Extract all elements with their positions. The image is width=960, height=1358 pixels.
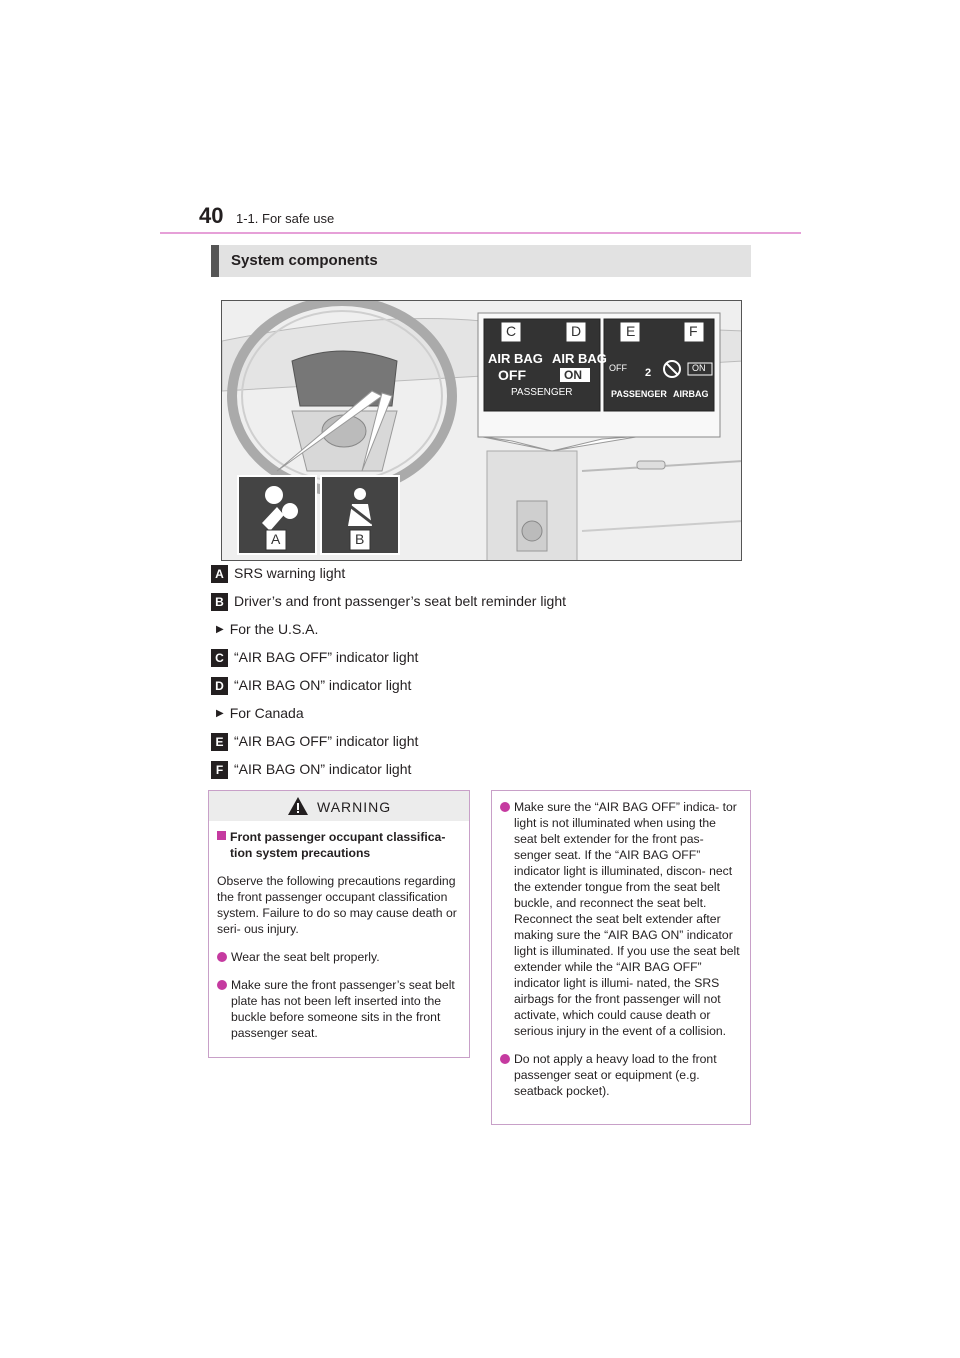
us-airbag-left-label: AIR BAG: [488, 351, 543, 366]
warning-box-continued: [491, 790, 751, 1125]
legend-badge-f: F: [211, 761, 228, 779]
page-number: 40: [199, 203, 224, 228]
callout-label-e: E: [626, 323, 636, 339]
header-rule: [160, 232, 801, 234]
legend-text-f: “AIR BAG ON” indicator light: [234, 761, 412, 777]
bullet-dot-icon: [217, 952, 227, 962]
section-title: 1-1. For safe use: [236, 211, 335, 226]
ca-airbag-label: AIRBAG: [673, 389, 709, 399]
warning-bullet-1: [217, 949, 461, 965]
warning-bullet-3: [500, 799, 742, 1039]
ca-passenger-label: PASSENGER: [611, 389, 667, 399]
legend-text-a: SRS warning light: [234, 565, 346, 581]
legend-region-canada-text: For Canada: [229, 705, 304, 721]
legend-item-c: [211, 647, 418, 667]
us-passenger-label: PASSENGER: [511, 387, 573, 398]
warning-label: WARNING: [317, 799, 392, 815]
callout-label-f: F: [689, 323, 698, 339]
legend-region-usa-text: For the U.S.A.: [229, 621, 319, 637]
legend-badge-e: E: [211, 733, 228, 751]
legend-item-e: [211, 731, 418, 751]
warning-bullet-2: [217, 977, 461, 1041]
warning-body: Observe the following precautions regarding the front passenger occupant classification system. Failure to do so may cause death or seri- ous injury.: [217, 874, 457, 936]
triangle-right-icon: ▶: [216, 624, 224, 636]
legend-item-d: [211, 675, 411, 695]
ca-off-label: OFF: [609, 363, 627, 373]
legend-badge-c: C: [211, 649, 228, 667]
square-bullet-icon: [217, 831, 226, 840]
legend-item-f: [211, 759, 411, 779]
legend-item-a: [211, 563, 345, 583]
us-on-label: ON: [564, 368, 582, 382]
warning-bullet-2-text: Make sure the front passenger’s seat belt plate has not been left inserted into the buckle before someone sits in the front passenger seat.: [231, 978, 455, 1040]
legend-text-c: “AIR BAG OFF” indicator light: [234, 649, 419, 665]
warning-subtitle-line2: tion system precautions: [230, 846, 371, 860]
bullet-dot-icon: [500, 1054, 510, 1064]
bullet-dot-icon: [217, 980, 227, 990]
legend-badge-b: B: [211, 593, 228, 611]
legend-item-b: [211, 591, 566, 611]
legend-badge-a: A: [211, 565, 228, 583]
warning-box: [208, 790, 470, 1058]
us-off-label: OFF: [498, 367, 526, 383]
triangle-right-icon: ▶: [216, 708, 224, 720]
warning-bullet-4-text: Do not apply a heavy load to the front passenger seat or equipment (e.g. seatback pocket).: [514, 1052, 717, 1098]
warning-subtitle: [217, 829, 461, 861]
ca-on-label: ON: [692, 363, 706, 373]
warning-bullet-3-text: Make sure the “AIR BAG OFF” indica- tor light is not illuminated when using the seat belt extender for the front pas- senger seat. If the “AIR BAG OFF” indicator light is illuminated, discon- nect the extender tongue from the seat belt buckle, and reconnect the seat belt. Reconnect the seat belt extender after making sure the “AIR BAG ON” indicator light is illuminated. If you use the seat belt extender while the “AIR BAG OFF” indicator light is illumi- nated, the SRS airbags for the front passenger will not activate, which could cause death or serious injury in the event of a collision.: [514, 800, 740, 1038]
legend-text-e: “AIR BAG OFF” indicator light: [234, 733, 419, 749]
legend-region-usa: [216, 619, 318, 639]
warning-bullet-4: [500, 1051, 742, 1099]
warning-triangle-icon: [287, 796, 309, 816]
callout-label-b: B: [355, 531, 365, 547]
legend-region-canada: [216, 703, 304, 723]
legend-text-d: “AIR BAG ON” indicator light: [234, 677, 412, 693]
bullet-dot-icon: [500, 802, 510, 812]
callout-label-d: D: [571, 323, 582, 339]
section-heading: System components: [231, 252, 378, 269]
section-heading-bar: [211, 245, 751, 277]
warning-header: [209, 791, 469, 821]
legend-text-b: Driver’s and front passenger’s seat belt reminder light: [234, 593, 567, 609]
warning-bullet-1-text: Wear the seat belt properly.: [231, 950, 380, 964]
warning-subtitle-line1: Front passenger occupant classifica-: [230, 830, 446, 844]
dashboard-illustration: [221, 300, 742, 561]
callout-label-c: C: [506, 323, 517, 339]
us-airbag-right-label: AIR BAG: [552, 351, 607, 366]
ca-seat-number: 2: [645, 367, 652, 379]
legend-badge-d: D: [211, 677, 228, 695]
callout-label-a: A: [271, 531, 281, 547]
